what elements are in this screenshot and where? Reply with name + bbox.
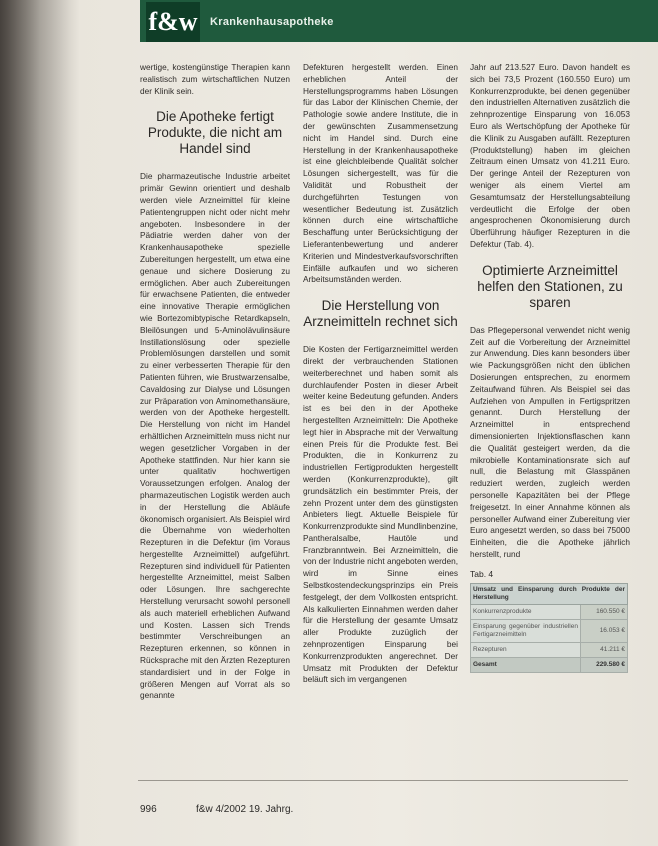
col3-heading: Optimierte Arzneimittel helfen den Stationen, zu sparen: [477, 262, 623, 310]
row-label: Gesamt: [471, 658, 581, 673]
table-row: [471, 620, 628, 643]
row-value: 41.211 €: [581, 643, 628, 658]
col1-paragraph-2: Die pharmazeutische Industrie arbeitet primär Gewinn orientiert und deshalb werden viele Arzneimittel für kleine Patientengruppen nicht oder nicht mehr angeboten. Insbesondere in der Pädiatrie werden daher von der Krankenhausapotheke spezielle Zubereitungen hergestellt, um etwa eine genaue und sichere Dosierung zu ermöglichen. Aber auch Zubereitungen für erwachsene Patienten, die entweder eine innovative Therapie ermöglichen wie Bortezomibtypische Retardkapseln, Bleilösungen und 5-Aminolävulinsäure Instillationslösung oder spezielle Problemlösungen darstellen und somit zu einer verbesserten Therapie für den Patienten führen, wie Brustwarzensalbe, Cavaldosing zur Dialyse und Lösungen zur Präparation von Aminomethansäure, werden von der Apotheke hergestellt. Die Herstellung von nicht im Handel erhältlichen Arzneimitteln muss nicht nur wegen gesetzlicher Vorgaben in der Apotheke stattfinden. Nur hier kann sie unter qualitativ hochwertigen Voraussetzungen erfolgen. Analog der pharmazeutischen Logistik werden auch in der Herstellung die Abläufe ökonomisch organisiert. Als Beispiel wird die Übernahme von wiederholten Rezepturen in die Defektur (im Voraus hergestellte Arzneimittel) aufgeführt. Rezepturen sind individuell für Patienten hergestellte Arzneimittel, meist Salben oder Lösungen. Ihre sachgerechte Herstellung verursacht sowohl personell als auch materiell erheblichen Aufwand und Kosten. Lassen sich Trends bestimmter Verschreibungen an Rezepturen erkennen, so können in Rücksprache mit den Ärzten Rezepturen standardisiert und in der Folge in größeren Mengen auf Vorrat als so genannte: [140, 171, 290, 701]
section-title: Krankenhausapotheke: [210, 16, 334, 28]
table-row-total: [471, 658, 628, 673]
row-value: 16.053 €: [581, 620, 628, 643]
column-1: [140, 62, 290, 702]
footer-divider: [138, 780, 628, 781]
fw-logo: f&w: [146, 2, 200, 42]
table-row: [471, 643, 628, 658]
row-label: Einsparung gegenüber industriellen Fertigarzneimitteln: [471, 620, 581, 643]
column-3: [470, 62, 630, 673]
row-label: Rezepturen: [471, 643, 581, 658]
row-label: Konkurrenzprodukte: [471, 605, 581, 620]
col2-heading: Die Herstellung von Arzneimitteln rechnet sich: [303, 298, 458, 330]
column-2: [303, 62, 458, 686]
publication-info: f&w 4/2002 19. Jahrg.: [196, 804, 294, 815]
col3-paragraph-2: Das Pflegepersonal verwendet nicht wenig Zeit auf die Vorbereitung der Arzneimittel zur Anwendung. Dies kann besonders über wie Packungsgrößen nicht den üblichen Dosierungen entsprechen, zu enormem Zeitaufwand führen. Als Beispiel sei das Aufziehen von Ampullen in Fertigspritzen genannt. Durch Herstellung der Arzneimittel in entsprechend dimensionierten Injektionsflaschen kann die Qualität gesteigert werden, da die mikrobielle Kontaminationsrate sich auf null, die Belastung mit Glasspänen reduziert werden, zugleich werden personelle Kapazitäten bei der Pflege freigesetzt. In einer Annahme können als personeller Aufwand einer Zubereitung vier Euro angesetzt werden, so dass bei 75000 Einheiten, die die Apotheke jährlich herstellt, rund: [470, 324, 630, 559]
table-row: [471, 605, 628, 620]
book-spine-shadow: [0, 0, 80, 846]
col2-paragraph-2: Die Kosten der Fertigarzneimittel werden direkt der verbrauchenden Stationen weiterberechnet und haben somit als durchlaufender Posten in dieser Arbeit weiter keine Bedeutung gefunden. Anders ist es bei den in der Apotheke hergestellten Arzneimitteln: Die Apotheke legt hier in Absprache mit der Verwaltung einen Preis für die Produkte fest. Bei Produkten, die in Konkurrenz zu industriellen Fertigprodukten hergestellt werden (Konkurrenzprodukte), gilt grundsätzlich ein bestimmter Preis, der zehn Prozent unter dem des günstigsten Anbieters liegt. Aktuelle Beispiele für Konkurrenzprodukte sind Mundlinbenzine, Pantheralsalbe, Hautöle und Franzbranntwein. Bei Arzneimitteln, die von der Industrie nicht angeboten werden, wird im Sinne eines Selbstkostendeckungsprinzips ein Preis festgelegt, der dem Vollkosten entspricht. Als kalkulierten Einnahmen werden daher für die Herstellung der gesamte Umsatz aller Produkte zuzüglich der zehnprozentigen Einsparung bei Konkurrenzprodukten angerechnet. Der Umsatz mit Produkten der Defektur beläuft sich im vergangenen: [303, 344, 458, 685]
page-number: 996: [140, 804, 157, 815]
col1-paragraph-1: wertige, kostengünstige Therapien kann realistisch zum wirtschaftlichen Nutzen der Klinik sein.: [140, 62, 290, 96]
table-title: Umsatz und Einsparung durch Produkte der Herstellung: [471, 584, 628, 605]
col3-paragraph-1: Jahr auf 213.527 Euro. Davon handelt es sich bei 73,5 Prozent (160.550 Euro) um Konkurrenzprodukte, bei denen gegenüber den industriellen Alternativen zusätzlich die zehnprozentige Einsparung von 16.053 Euro als Wertschöpfung der Apotheke für die Klinik zu Ausgaben aufällt. Rezepturen (Produktstellung) haben im gleichen Zeitraum einen Umsatz von 41.211 Euro. Der geringe Anteil der Rezepturen von weniger als einem Viertel am Gesamtumsatz der Herstellungsabteilung verdeutlicht die Erfolge der oben angesprochenen Ökonomisierung durch Überführung häufiger Rezepturen in die Defektur (Tab. 4).: [470, 62, 630, 249]
revenue-table: [470, 583, 628, 673]
row-value: 229.580 €: [581, 658, 628, 673]
col2-paragraph-1: Defekturen hergestellt werden. Einen erheblichen Anteil der Herstellungsprogramms haben Lösungen für das Labor der Klinischen Chemie, der Pathologie sowie andere Institute, die in der gewünschten Zusammensetzung nicht im Handel sind. Durch eine Herstellung in der Krankenhausapotheke ist eine gleichbleibende Qualität solcher Lösungen sichergestellt, was für die Validität und Robustheit der durchgeführten Testungen von wesentlicher Bedeutung ist. Zusätzlich können durch eine wirtschaftliche Beschaffung unter Berücksichtigung der Lieferantenbewertung und anderer Kriterien und Mindestverkaufsvorschriften Einfälle aufkaufen und wo sicheren Arbeitsumständen werden.: [303, 62, 458, 285]
table-label: Tab. 4: [470, 568, 494, 579]
col1-heading: Die Apotheke fertigt Produkte, die nicht am Handel sind: [147, 109, 283, 157]
row-value: 160.550 €: [581, 605, 628, 620]
